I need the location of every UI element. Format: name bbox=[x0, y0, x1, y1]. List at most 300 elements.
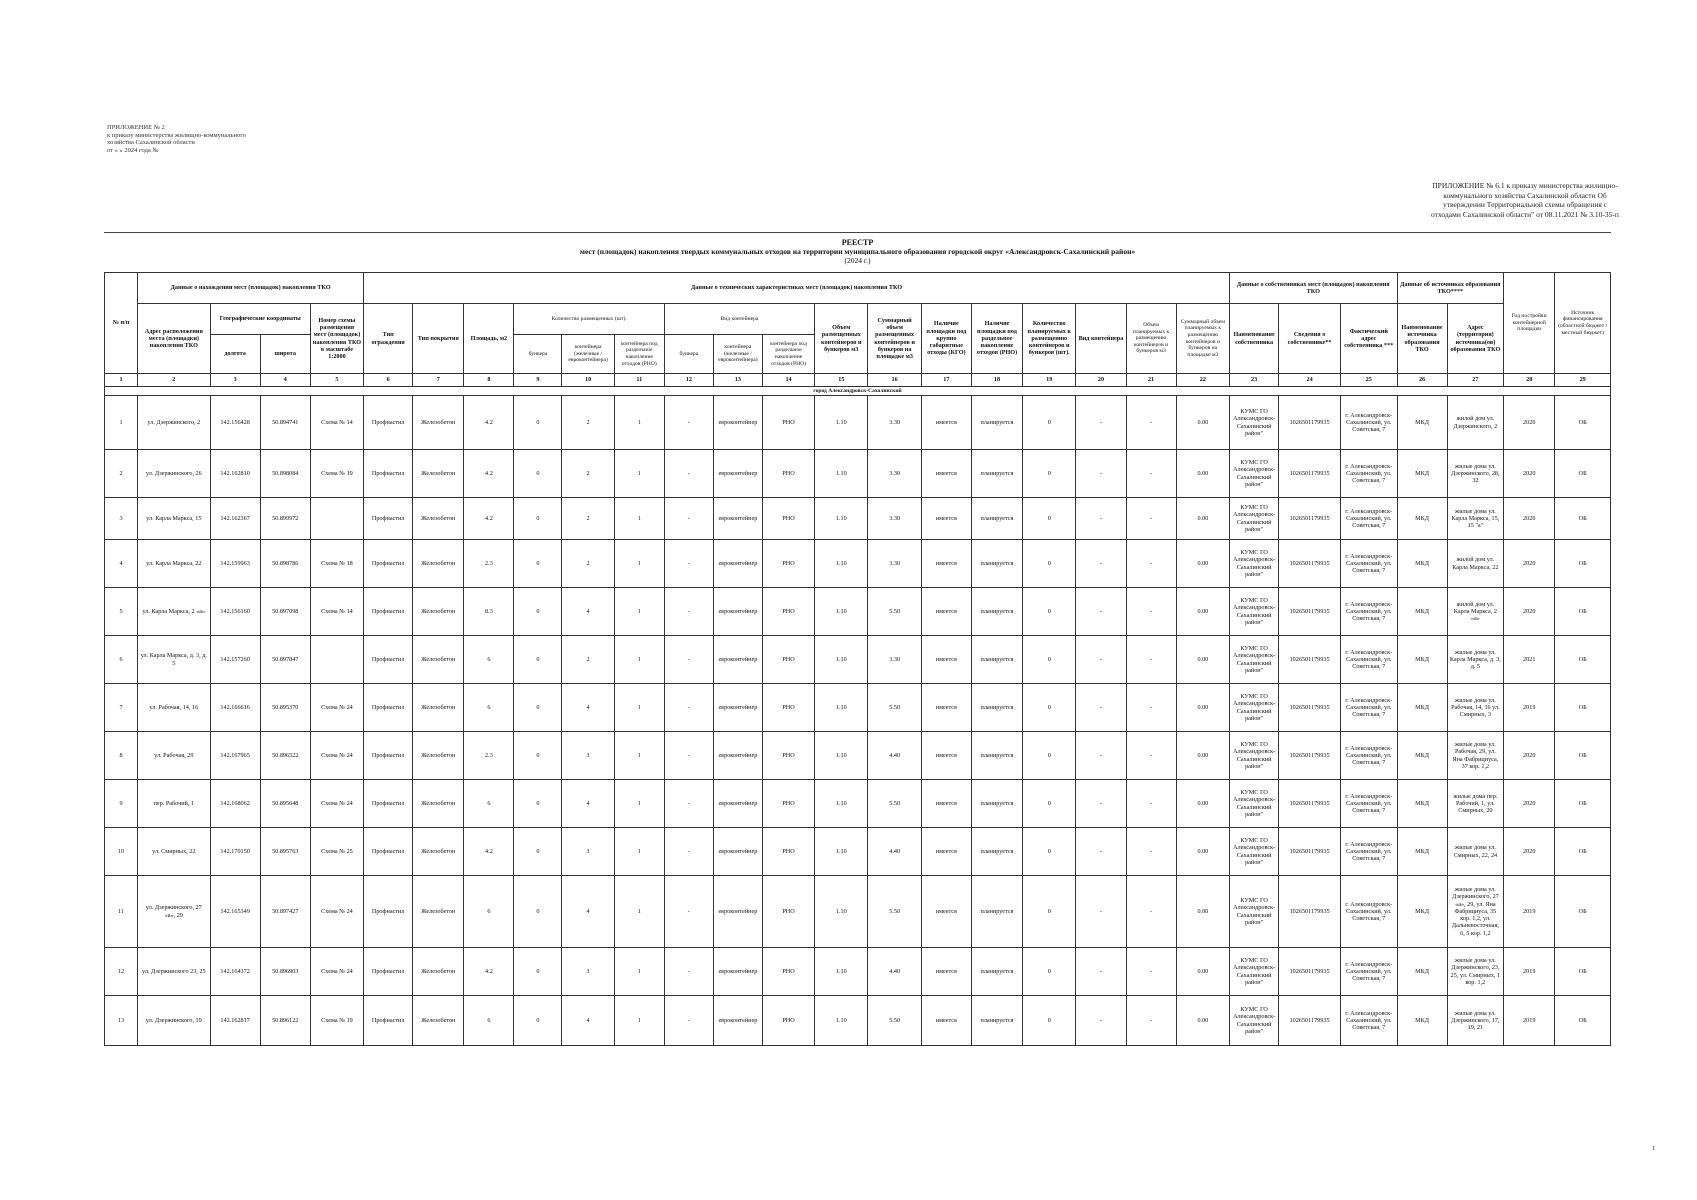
owner-address-cell: г. Александровск-Сахалинский, ул. Советская, 7 bbox=[1340, 450, 1397, 498]
rno-count-cell: 1 bbox=[614, 876, 664, 948]
finance-cell: ОБ bbox=[1555, 996, 1611, 1046]
kgo-cell: имеется bbox=[921, 780, 971, 828]
container-count-cell: 3 bbox=[562, 828, 614, 876]
type-bunker-cell: - bbox=[664, 780, 713, 828]
type-bunker-cell: - bbox=[664, 540, 713, 588]
type-rno-cell: РНО bbox=[762, 588, 814, 636]
title-line-2: мест (площадок) накопления твердых коммунальных отходов на территории муниципального образования городской округ «Александровск-Сахалинский район» bbox=[579, 247, 1136, 256]
appendix-left-line: ПРИЛОЖЕНИЕ № 2 bbox=[107, 124, 165, 131]
latitude-cell: 50.898084 bbox=[260, 450, 310, 498]
owner-name-cell: КУМС ГО Александровск-Сахалинский район" bbox=[1230, 684, 1279, 732]
owner-address-cell: г. Александровск-Сахалинский, ул. Советская, 7 bbox=[1340, 588, 1397, 636]
sum-volume-cell: 4.40 bbox=[868, 828, 921, 876]
header-rno: контейнера под раздельное накопление отходов (РНО) bbox=[614, 335, 664, 374]
header-scheme: Номер схемы размещения мест (площадок) накопления ТКО в масштабе 1:2000 bbox=[310, 304, 363, 374]
bunker-count-cell: 0 bbox=[514, 396, 562, 450]
type-rno-cell: РНО bbox=[762, 732, 814, 780]
type-rno-cell: РНО bbox=[762, 450, 814, 498]
header-num: № п/п bbox=[105, 273, 138, 374]
build-year-cell: 2020 bbox=[1504, 450, 1555, 498]
planned-type-cell: - bbox=[1076, 876, 1126, 948]
header-source-name: Наименование источника образования ТКО bbox=[1397, 304, 1447, 374]
rno-count-cell: 1 bbox=[614, 450, 664, 498]
type-container-cell: евроконтейнер bbox=[713, 588, 762, 636]
source-name-cell: МКД bbox=[1397, 498, 1447, 540]
table-row bbox=[105, 828, 1611, 876]
owner-name-cell: КУМС ГО Александровск-Сахалинский район" bbox=[1230, 780, 1279, 828]
rno-count-cell: 1 bbox=[614, 732, 664, 780]
planned-count-cell: 0 bbox=[1023, 948, 1076, 996]
bunker-count-cell: 0 bbox=[514, 684, 562, 732]
area-cell: 6 bbox=[464, 636, 514, 684]
owner-info-cell: 1026501179935 bbox=[1279, 540, 1341, 588]
rno-area-cell: планируется bbox=[971, 876, 1022, 948]
source-name-cell: МКД bbox=[1397, 396, 1447, 450]
table-row bbox=[105, 450, 1611, 498]
kgo-cell: имеется bbox=[921, 876, 971, 948]
column-number: 16 bbox=[868, 374, 921, 387]
fence-cell: Профнастил bbox=[364, 948, 413, 996]
type-rno-cell: РНО bbox=[762, 636, 814, 684]
type-bunker-cell: - bbox=[664, 732, 713, 780]
planned-count-cell: 0 bbox=[1023, 498, 1076, 540]
longitude-cell: 142.162810 bbox=[210, 450, 260, 498]
scheme-cell: Схема № 14 bbox=[310, 588, 363, 636]
owner-info-cell: 1026501179935 bbox=[1279, 450, 1341, 498]
owner-address-cell: г. Александровск-Сахалинский, ул. Советская, 7 bbox=[1340, 732, 1397, 780]
fence-cell: Профнастил bbox=[364, 780, 413, 828]
container-count-cell: 4 bbox=[562, 684, 614, 732]
area-cell: 4.2 bbox=[464, 948, 514, 996]
type-bunker-cell: - bbox=[664, 498, 713, 540]
owner-address-cell: г. Александровск-Сахалинский, ул. Советская, 7 bbox=[1340, 540, 1397, 588]
rno-area-cell: планируется bbox=[971, 636, 1022, 684]
column-number: 27 bbox=[1447, 374, 1504, 387]
column-number: 14 bbox=[762, 374, 814, 387]
longitude-cell: 142.166616 bbox=[210, 684, 260, 732]
cover-cell: Железобетон bbox=[413, 780, 464, 828]
planned-sum-cell: 0.00 bbox=[1176, 396, 1229, 450]
row-number: 13 bbox=[105, 996, 138, 1046]
owner-info-cell: 1026501179935 bbox=[1279, 498, 1341, 540]
volume-cell: 1.10 bbox=[815, 948, 868, 996]
rno-area-cell: планируется bbox=[971, 588, 1022, 636]
column-number: 15 bbox=[815, 374, 868, 387]
column-number: 8 bbox=[464, 374, 514, 387]
container-count-cell: 2 bbox=[562, 540, 614, 588]
owner-name-cell: КУМС ГО Александровск-Сахалинский район" bbox=[1230, 636, 1279, 684]
build-year-cell: 2021 bbox=[1504, 636, 1555, 684]
owner-info-cell: 1026501179935 bbox=[1279, 876, 1341, 948]
build-year-cell: 2019 bbox=[1504, 996, 1555, 1046]
planned-sum-cell: 0.00 bbox=[1176, 636, 1229, 684]
header-type-rno: контейнера под раздельное накопление отходов (РНО) bbox=[762, 335, 814, 374]
container-count-cell: 4 bbox=[562, 996, 614, 1046]
owner-address-cell: г. Александровск-Сахалинский, ул. Советская, 7 bbox=[1340, 780, 1397, 828]
planned-count-cell: 0 bbox=[1023, 540, 1076, 588]
city-label: город Александровск-Сахалинский bbox=[105, 387, 1611, 396]
scheme-cell bbox=[310, 498, 363, 540]
container-count-cell: 3 bbox=[562, 948, 614, 996]
fence-cell: Профнастил bbox=[364, 828, 413, 876]
sum-volume-cell: 5.50 bbox=[868, 684, 921, 732]
table-row bbox=[105, 876, 1611, 948]
column-number: 28 bbox=[1504, 374, 1555, 387]
column-number: 25 bbox=[1340, 374, 1397, 387]
latitude-cell: 50.896522 bbox=[260, 732, 310, 780]
owner-address-cell: г. Александровск-Сахалинский, ул. Советская, 7 bbox=[1340, 498, 1397, 540]
bunker-count-cell: 0 bbox=[514, 876, 562, 948]
rno-count-cell: 1 bbox=[614, 948, 664, 996]
header-rno-area: Наличие площадки под раздельное накопление отходов (РНО) bbox=[971, 304, 1022, 374]
source-name-cell: МКД bbox=[1397, 780, 1447, 828]
appendix-right-block: ПРИЛОЖЕНИЕ № 6.1 к приказу министерства жилищно-коммунального хозяйства Сахалинской области Об утверждении Территориальной схемы обращения с отходами Сахалинской области" от 08.11.2021 № 3.10-35-п bbox=[1431, 181, 1619, 219]
owner-address-cell: г. Александровск-Сахалинский, ул. Советская, 7 bbox=[1340, 828, 1397, 876]
type-container-cell: евроконтейнер bbox=[713, 498, 762, 540]
header-sum-volume: Суммарный объем размещенных контейнеров и бункеров на площадке м3 bbox=[868, 304, 921, 374]
planned-sum-cell: 0.00 bbox=[1176, 540, 1229, 588]
longitude-cell: 142.167965 bbox=[210, 732, 260, 780]
source-address-cell: жилой дом ул. Карла Маркса, 2 «а» bbox=[1447, 588, 1504, 636]
column-number: 10 bbox=[562, 374, 614, 387]
rno-count-cell: 1 bbox=[614, 996, 664, 1046]
longitude-cell: 142.162817 bbox=[210, 996, 260, 1046]
planned-type-cell: - bbox=[1076, 540, 1126, 588]
address-cell: ул. Рабочая, 29 bbox=[138, 732, 211, 780]
address-cell: ул. Дзержинского, 2 bbox=[138, 396, 211, 450]
header-longitude: долгота bbox=[210, 335, 260, 374]
finance-cell: ОБ bbox=[1555, 948, 1611, 996]
header-address: Адрес расположения места (площадки) накопления ТКО bbox=[138, 304, 211, 374]
area-cell: 2.3 bbox=[464, 732, 514, 780]
longitude-cell: 142.159963 bbox=[210, 540, 260, 588]
type-container-cell: евроконтейнер bbox=[713, 396, 762, 450]
source-address-cell: жилые дома ул. Карла Маркса, д. 3, д. 5 bbox=[1447, 636, 1504, 684]
build-year-cell: 2020 bbox=[1504, 588, 1555, 636]
volume-cell: 1.10 bbox=[815, 588, 868, 636]
column-number: 6 bbox=[364, 374, 413, 387]
source-name-cell: МКД bbox=[1397, 996, 1447, 1046]
header-planned-sum-volume: Суммарный объем планируемых к размещению контейнеров и бункеров на площадке м3 bbox=[1176, 304, 1229, 374]
kgo-cell: имеется bbox=[921, 996, 971, 1046]
header-cont-type: Вид контейнера bbox=[664, 304, 814, 335]
type-container-cell: евроконтейнер bbox=[713, 636, 762, 684]
planned-sum-cell: 0.00 bbox=[1176, 450, 1229, 498]
bunker-count-cell: 0 bbox=[514, 948, 562, 996]
kgo-cell: имеется bbox=[921, 498, 971, 540]
kgo-cell: имеется bbox=[921, 636, 971, 684]
source-name-cell: МКД bbox=[1397, 540, 1447, 588]
fence-cell: Профнастил bbox=[364, 636, 413, 684]
column-number: 21 bbox=[1126, 374, 1176, 387]
column-number: 13 bbox=[713, 374, 762, 387]
header-bunker: бункера bbox=[514, 335, 562, 374]
row-number: 10 bbox=[105, 828, 138, 876]
document-title bbox=[104, 238, 1611, 265]
address-cell: пер. Рабочий, 1 bbox=[138, 780, 211, 828]
column-number: 24 bbox=[1279, 374, 1341, 387]
column-number: 3 bbox=[210, 374, 260, 387]
planned-count-cell: 0 bbox=[1023, 732, 1076, 780]
header-owner-info: Сведения о собственнике** bbox=[1279, 304, 1341, 374]
header-latitude: широта bbox=[260, 335, 310, 374]
planned-sum-cell: 0.00 bbox=[1176, 498, 1229, 540]
owner-info-cell: 1026501179935 bbox=[1279, 828, 1341, 876]
fence-cell: Профнастил bbox=[364, 396, 413, 450]
sum-volume-cell: 3.30 bbox=[868, 498, 921, 540]
column-number: 23 bbox=[1230, 374, 1279, 387]
sum-volume-cell: 4.40 bbox=[868, 948, 921, 996]
cover-cell: Железобетон bbox=[413, 828, 464, 876]
scheme-cell: Схема № 14 bbox=[310, 396, 363, 450]
kgo-cell: имеется bbox=[921, 948, 971, 996]
volume-cell: 1.10 bbox=[815, 684, 868, 732]
source-address-cell: жилые дома ул. Смирных, 22, 24 bbox=[1447, 828, 1504, 876]
rno-count-cell: 1 bbox=[614, 540, 664, 588]
cover-cell: Железобетон bbox=[413, 684, 464, 732]
type-rno-cell: РНО bbox=[762, 684, 814, 732]
table-row bbox=[105, 540, 1611, 588]
planned-sum-cell: 0.00 bbox=[1176, 948, 1229, 996]
planned-type-cell: - bbox=[1076, 450, 1126, 498]
finance-cell: ОБ bbox=[1555, 876, 1611, 948]
rno-count-cell: 1 bbox=[614, 780, 664, 828]
cover-cell: Железобетон bbox=[413, 876, 464, 948]
planned-sum-cell: 0.00 bbox=[1176, 732, 1229, 780]
source-name-cell: МКД bbox=[1397, 684, 1447, 732]
build-year-cell: 2019 bbox=[1504, 876, 1555, 948]
column-number: 1 bbox=[105, 374, 138, 387]
header-fence: Тип ограждения bbox=[364, 304, 413, 374]
source-address-cell: жилые дома ул. Дзержинского, 27 «а», 29, ул. Яна Фабрициуса, 35 кор. 1,2, ул. Дальневосточная, 6, 5 кор. 1,2 bbox=[1447, 876, 1504, 948]
type-bunker-cell: - bbox=[664, 948, 713, 996]
address-cell: ул. Дзержинского, 26 bbox=[138, 450, 211, 498]
latitude-cell: 50.897427 bbox=[260, 876, 310, 948]
owner-name-cell: КУМС ГО Александровск-Сахалинский район" bbox=[1230, 732, 1279, 780]
planned-count-cell: 0 bbox=[1023, 876, 1076, 948]
planned-type-cell: - bbox=[1076, 780, 1126, 828]
area-cell: 4.2 bbox=[464, 450, 514, 498]
bunker-count-cell: 0 bbox=[514, 828, 562, 876]
build-year-cell: 2020 bbox=[1504, 498, 1555, 540]
latitude-cell: 50.896122 bbox=[260, 996, 310, 1046]
rno-area-cell: планируется bbox=[971, 996, 1022, 1046]
table-row bbox=[105, 396, 1611, 450]
planned-volume-cell: - bbox=[1126, 588, 1176, 636]
fence-cell: Профнастил bbox=[364, 996, 413, 1046]
fence-cell: Профнастил bbox=[364, 684, 413, 732]
owner-address-cell: г. Александровск-Сахалинский, ул. Советская, 7 bbox=[1340, 684, 1397, 732]
source-name-cell: МКД bbox=[1397, 876, 1447, 948]
sum-volume-cell: 4.40 bbox=[868, 732, 921, 780]
rno-area-cell: планируется bbox=[971, 498, 1022, 540]
planned-count-cell: 0 bbox=[1023, 588, 1076, 636]
fence-cell: Профнастил bbox=[364, 498, 413, 540]
table-row bbox=[105, 684, 1611, 732]
bunker-count-cell: 0 bbox=[514, 780, 562, 828]
source-name-cell: МКД bbox=[1397, 588, 1447, 636]
cover-cell: Железобетон bbox=[413, 450, 464, 498]
container-count-cell: 4 bbox=[562, 588, 614, 636]
planned-count-cell: 0 bbox=[1023, 636, 1076, 684]
type-container-cell: евроконтейнер bbox=[713, 732, 762, 780]
address-cell: ул. Карла Маркса, д. 3, д. 5 bbox=[138, 636, 211, 684]
bunker-count-cell: 0 bbox=[514, 732, 562, 780]
column-number: 19 bbox=[1023, 374, 1076, 387]
volume-cell: 1.10 bbox=[815, 498, 868, 540]
planned-volume-cell: - bbox=[1126, 684, 1176, 732]
row-number: 8 bbox=[105, 732, 138, 780]
bunker-count-cell: 0 bbox=[514, 498, 562, 540]
table-row bbox=[105, 498, 1611, 540]
column-number: 17 bbox=[921, 374, 971, 387]
table-row bbox=[105, 732, 1611, 780]
header-cover: Тип покрытия bbox=[413, 304, 464, 374]
planned-count-cell: 0 bbox=[1023, 780, 1076, 828]
header-build-year: Год постройки контейнерной площадки bbox=[1504, 273, 1555, 374]
planned-sum-cell: 0.00 bbox=[1176, 876, 1229, 948]
longitude-cell: 142.156428 bbox=[210, 396, 260, 450]
scheme-cell bbox=[310, 636, 363, 684]
longitude-cell: 142.168062 bbox=[210, 780, 260, 828]
scheme-cell: Схема № 25 bbox=[310, 828, 363, 876]
row-number: 6 bbox=[105, 636, 138, 684]
rno-area-cell: планируется bbox=[971, 684, 1022, 732]
type-bunker-cell: - bbox=[664, 396, 713, 450]
area-cell: 6 bbox=[464, 996, 514, 1046]
kgo-cell: имеется bbox=[921, 450, 971, 498]
cover-cell: Железобетон bbox=[413, 396, 464, 450]
planned-type-cell: - bbox=[1076, 396, 1126, 450]
source-address-cell: жилые дома ул. Дзержинского, 28, 32 bbox=[1447, 450, 1504, 498]
type-rno-cell: РНО bbox=[762, 780, 814, 828]
owner-name-cell: КУМС ГО Александровск-Сахалинский район" bbox=[1230, 828, 1279, 876]
planned-count-cell: 0 bbox=[1023, 996, 1076, 1046]
scheme-cell: Схема № 24 bbox=[310, 948, 363, 996]
sum-volume-cell: 3.30 bbox=[868, 396, 921, 450]
area-cell: 4.2 bbox=[464, 498, 514, 540]
row-number: 4 bbox=[105, 540, 138, 588]
bunker-count-cell: 0 bbox=[514, 588, 562, 636]
column-number: 26 bbox=[1397, 374, 1447, 387]
row-number: 3 bbox=[105, 498, 138, 540]
header-group-owners: Данные о собственниках мест (площадок) накопления ТКО bbox=[1230, 273, 1397, 304]
planned-type-cell: - bbox=[1076, 948, 1126, 996]
planned-type-cell: - bbox=[1076, 996, 1126, 1046]
row-number: 7 bbox=[105, 684, 138, 732]
header-planned-volume: Объем планируемых к размещению контейнеров и бункеров м3 bbox=[1126, 304, 1176, 374]
column-numbers-row bbox=[105, 374, 1611, 387]
scheme-cell: Схема № 19 bbox=[310, 450, 363, 498]
header-volume: Объем размещенных контейнеров и бункеров м3 bbox=[815, 304, 868, 374]
column-number: 18 bbox=[971, 374, 1022, 387]
sum-volume-cell: 5.50 bbox=[868, 876, 921, 948]
longitude-cell: 142.165349 bbox=[210, 876, 260, 948]
latitude-cell: 50.897847 bbox=[260, 636, 310, 684]
planned-type-cell: - bbox=[1076, 684, 1126, 732]
area-cell: 4.2 bbox=[464, 396, 514, 450]
planned-type-cell: - bbox=[1076, 828, 1126, 876]
table-row bbox=[105, 996, 1611, 1046]
rno-area-cell: планируется bbox=[971, 948, 1022, 996]
longitude-cell: 142.156160 bbox=[210, 588, 260, 636]
address-cell: ул. Смирных, 22 bbox=[138, 828, 211, 876]
scheme-cell: Схема № 24 bbox=[310, 780, 363, 828]
fence-cell: Профнастил bbox=[364, 450, 413, 498]
type-bunker-cell: - bbox=[664, 636, 713, 684]
source-address-cell: жилые дома ул. Рабочая, 29, ул. Яна Фабрициуса, 37 кор. 1,2 bbox=[1447, 732, 1504, 780]
fence-cell: Профнастил bbox=[364, 876, 413, 948]
address-cell: ул. Дзержинского 23, 25 bbox=[138, 948, 211, 996]
finance-cell: ОБ bbox=[1555, 396, 1611, 450]
column-number: 7 bbox=[413, 374, 464, 387]
rno-area-cell: планируется bbox=[971, 540, 1022, 588]
table-row bbox=[105, 636, 1611, 684]
cover-cell: Железобетон bbox=[413, 540, 464, 588]
planned-volume-cell: - bbox=[1126, 780, 1176, 828]
latitude-cell: 50.896903 bbox=[260, 948, 310, 996]
container-count-cell: 2 bbox=[562, 450, 614, 498]
planned-sum-cell: 0.00 bbox=[1176, 684, 1229, 732]
cover-cell: Железобетон bbox=[413, 996, 464, 1046]
column-number: 2 bbox=[138, 374, 211, 387]
header-source-address: Адрес (территория) источника(ов) образования ТКО bbox=[1447, 304, 1504, 374]
owner-address-cell: г. Александровск-Сахалинский, ул. Советская, 7 bbox=[1340, 636, 1397, 684]
source-name-cell: МКД bbox=[1397, 450, 1447, 498]
header-group-sources: Данные об источниках образования ТКО**** bbox=[1397, 273, 1504, 304]
planned-volume-cell: - bbox=[1126, 540, 1176, 588]
source-address-cell: жилой дом ул. Карла Маркса, 22 bbox=[1447, 540, 1504, 588]
finance-cell: ОБ bbox=[1555, 780, 1611, 828]
kgo-cell: имеется bbox=[921, 732, 971, 780]
column-number: 11 bbox=[614, 374, 664, 387]
column-number: 22 bbox=[1176, 374, 1229, 387]
table-row bbox=[105, 780, 1611, 828]
volume-cell: 1.10 bbox=[815, 540, 868, 588]
rno-count-cell: 1 bbox=[614, 636, 664, 684]
bunker-count-cell: 0 bbox=[514, 540, 562, 588]
source-address-cell: жилые дома пер. Рабочий, 1, ул. Смирных, 20 bbox=[1447, 780, 1504, 828]
column-number: 12 bbox=[664, 374, 713, 387]
planned-volume-cell: - bbox=[1126, 732, 1176, 780]
planned-volume-cell: - bbox=[1126, 996, 1176, 1046]
header-containers: контейнера (железные / евроконтейнера) bbox=[562, 335, 614, 374]
sum-volume-cell: 3.30 bbox=[868, 450, 921, 498]
planned-count-cell: 0 bbox=[1023, 450, 1076, 498]
type-bunker-cell: - bbox=[664, 828, 713, 876]
volume-cell: 1.10 bbox=[815, 780, 868, 828]
type-rno-cell: РНО bbox=[762, 828, 814, 876]
sum-volume-cell: 5.50 bbox=[868, 780, 921, 828]
volume-cell: 1.10 bbox=[815, 732, 868, 780]
build-year-cell: 2020 bbox=[1504, 540, 1555, 588]
type-bunker-cell: - bbox=[664, 450, 713, 498]
header-planned-count: Количество планируемых к размещению контейнеров и бункеров (шт). bbox=[1023, 304, 1076, 374]
planned-type-cell: - bbox=[1076, 498, 1126, 540]
table-row bbox=[105, 588, 1611, 636]
finance-cell: ОБ bbox=[1555, 540, 1611, 588]
source-address-cell: жилые дома ул. Рабочая, 14, 16 ул. Смирных, 3 bbox=[1447, 684, 1504, 732]
source-address-cell: жилые дома ул. Дзержинского, 17, 19, 21 bbox=[1447, 996, 1504, 1046]
kgo-cell: имеется bbox=[921, 828, 971, 876]
type-rno-cell: РНО bbox=[762, 948, 814, 996]
planned-count-cell: 0 bbox=[1023, 828, 1076, 876]
bunker-count-cell: 0 bbox=[514, 450, 562, 498]
type-bunker-cell: - bbox=[664, 588, 713, 636]
type-container-cell: евроконтейнер bbox=[713, 876, 762, 948]
address-cell: ул. Карла Маркса, 22 bbox=[138, 540, 211, 588]
header-type-containers: контейнера (железные / евроконтейнера) bbox=[713, 335, 762, 374]
